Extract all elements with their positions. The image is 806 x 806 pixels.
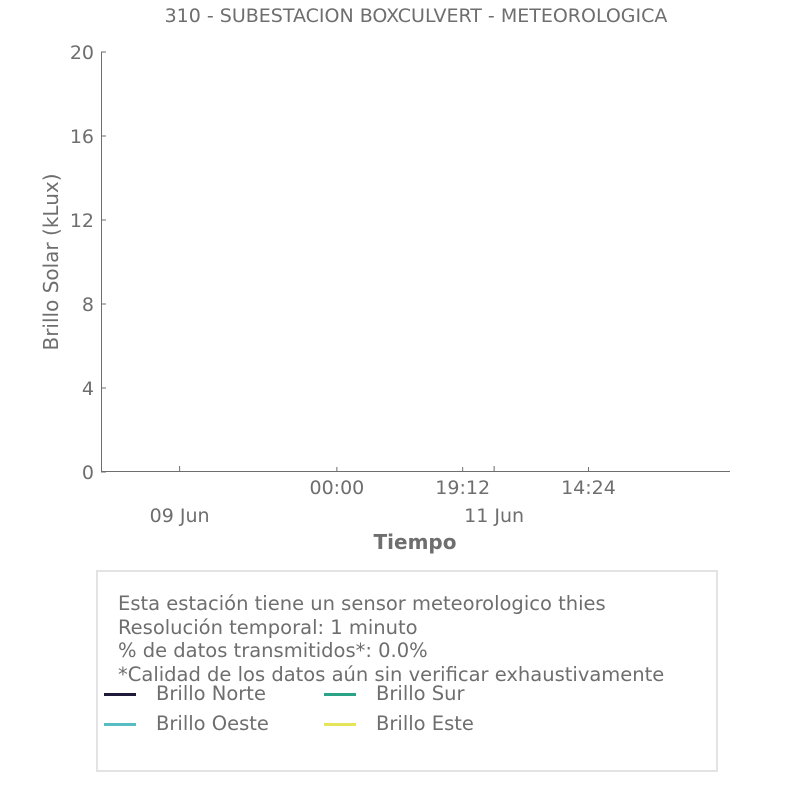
chart-title: 310 - SUBESTACION BOXCULVERT - METEOROLOGICA: [164, 5, 668, 27]
info-line-resolution: Resolución temporal: 1 minuto: [118, 616, 418, 639]
y-tick-label: 4: [81, 378, 94, 400]
info-line-quality: *Calidad de los datos aún sin verificar exhaustivamente: [118, 663, 665, 686]
legend-label-brillo-norte: Brillo Norte: [156, 682, 266, 705]
x-date-label: 09 Jun: [149, 505, 210, 527]
x-date-label: 11 Jun: [464, 505, 525, 527]
x-tick-label: 14:24: [561, 477, 616, 499]
legend-label-brillo-este: Brillo Este: [376, 712, 474, 735]
legend-swatch-brillo-este: [324, 723, 356, 726]
x-axis-title: Tiempo: [373, 530, 457, 554]
info-box: [96, 570, 718, 772]
y-tick-label: 12: [69, 210, 94, 232]
y-tick-label: 20: [69, 42, 94, 64]
y-tick-label: 16: [69, 126, 94, 148]
x-ticks: [150, 466, 616, 527]
legend-swatch-brillo-norte: [104, 693, 136, 696]
legend-swatch-brillo-sur: [324, 693, 356, 696]
y-axis-title: Brillo Solar (kLux): [39, 173, 63, 351]
info-line-station: Esta estación tiene un sensor meteorologico thies: [118, 592, 606, 615]
y-tick-label: 0: [81, 462, 94, 484]
info-line-percent: % de datos transmitidos*: 0.0%: [118, 639, 428, 662]
y-ticks: [70, 42, 106, 484]
y-tick-label: 8: [81, 294, 94, 316]
legend-label-brillo-sur: Brillo Sur: [376, 682, 465, 705]
x-tick-label: 19:12: [435, 477, 491, 499]
x-tick-label: 00:00: [309, 477, 365, 499]
legend-label-brillo-oeste: Brillo Oeste: [156, 712, 269, 735]
legend-swatch-brillo-oeste: [104, 723, 136, 726]
